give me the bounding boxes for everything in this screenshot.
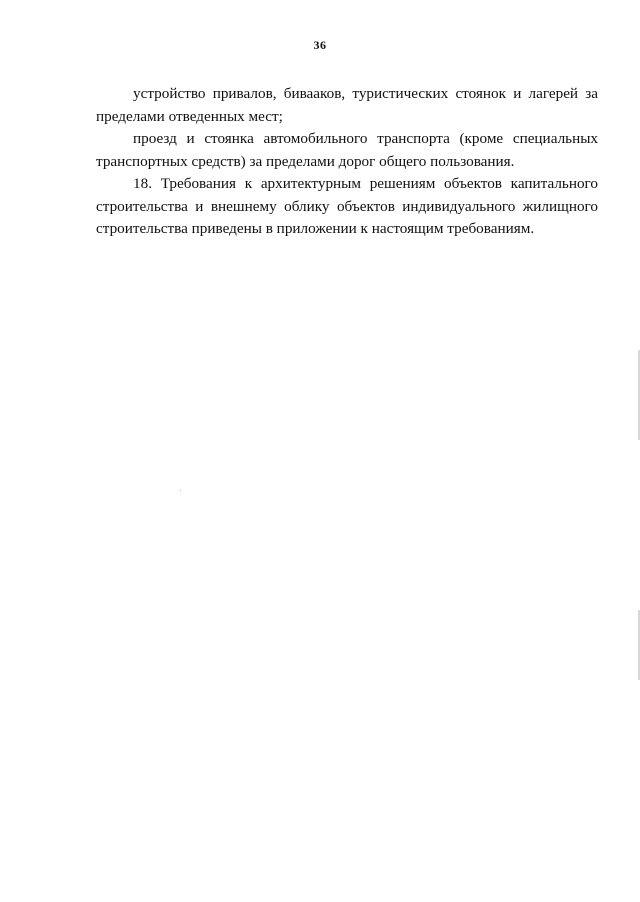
paragraph-vehicles: проезд и стоянка автомобильного транспорта (кроме специальных транспортных средств) за пределами дорог общего пользования. bbox=[96, 130, 598, 170]
paragraph-18-requirements: 18. Требования к архитектурным решениям объектов капитального строительства и внешнему облику объектов индивидуального жилищного строительства приведены в приложении к настоящим требованиям. bbox=[96, 175, 598, 237]
paragraph-camping: устройство привалов, бивааков, туристических стоянок и лагерей за пределами отведенных мест; bbox=[96, 85, 598, 125]
document-body bbox=[96, 83, 598, 241]
scan-speck bbox=[180, 490, 181, 491]
page-number: 36 bbox=[313, 38, 327, 52]
